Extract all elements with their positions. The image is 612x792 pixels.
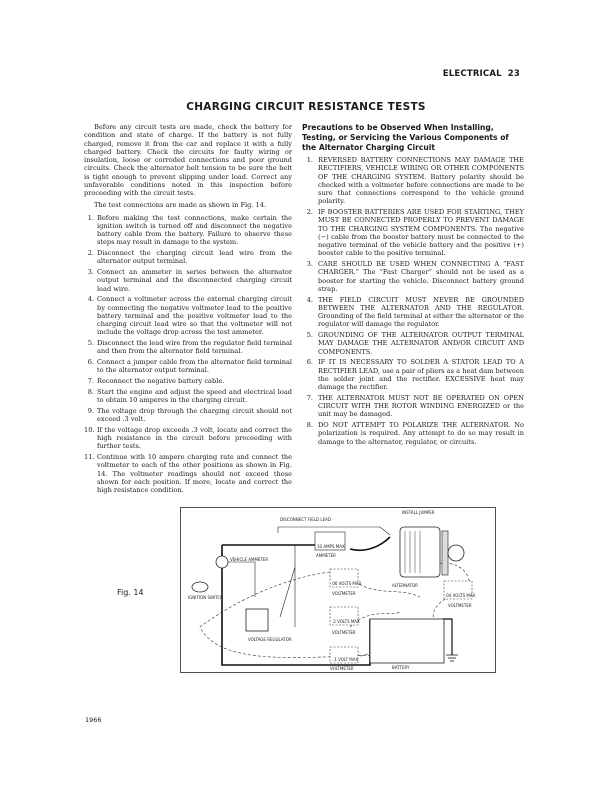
- item-text: THE FIELD CIRCUIT MUST NEVER BE GROUNDED BETWEEN THE ALTERNATOR AND THE REGULATOR. Grounding of the field terminal at either the alternator or the regulator will damage the regulator.: [318, 295, 524, 329]
- item-text: DO NOT ATTEMPT TO POLARIZE THE ALTERNATOR. No polarization is required. Any attempt to do so may result in damage to the alternator, regulator, or circuits.: [318, 421, 524, 446]
- section-name: ELECTRICAL: [442, 69, 502, 79]
- list-item: [84, 249, 292, 266]
- item-text: CARE SHOULD BE USED WHEN CONNECTING A “FAST CHARGER.” The “Fast Charger” should not be used as a booster for starting the vehicle. Disconnect battery ground strap.: [318, 260, 524, 293]
- item-number: 1.: [87, 213, 94, 222]
- list-item: [84, 388, 292, 405]
- label-install-jumper: INSTALL JUMPER: [402, 510, 435, 515]
- charging-lead-wire: [222, 537, 390, 550]
- item-number: 5.: [306, 331, 313, 339]
- regulator-icon: [246, 609, 268, 631]
- list-item: [302, 156, 524, 206]
- item-number: 8.: [306, 421, 313, 429]
- item-text: Disconnect the lead wire from the regulator field terminal and then from the alternator field terminal.: [97, 339, 292, 356]
- list-item: [84, 377, 292, 385]
- lead-paragraph: The test connections are made as shown in Fig. 14.: [94, 201, 267, 210]
- battery-icon: [370, 619, 444, 663]
- list-item: [84, 407, 292, 424]
- item-text: Before making the test connections, make certain the ignition switch is turned off and disconnect the negative battery cable from the battery. Failure to observe these steps may result in damage to the system.: [97, 213, 292, 247]
- label-alternator: ALTERNATOR: [392, 583, 418, 588]
- item-text: Connect a voltmeter across the external charging circuit by connecting the negative voltmeter lead to the positive battery terminal and the positive voltmeter lead to the charging circuit lead wire so that the voltmeter will not include the voltage drop across the test ammeter.: [97, 295, 292, 337]
- item-text: REVERSED BATTERY CONNECTIONS MAY DAMAGE THE RECTIFIERS, VEHICLE WIRING OR OTHER COMPONENTS OF THE CHARGING SYSTEM. Battery polarity should be checked with a voltmeter before connections are made to be sure that connections correspond to the vehicle ground polarity.: [318, 156, 524, 206]
- left-column: [84, 123, 292, 497]
- item-text: Start the engine and adjust the speed and electrical load to obtain 10 amperes in the charging circuit.: [97, 387, 292, 404]
- item-text: Disconnect the charging circuit lead wire from the alternator output terminal.: [97, 249, 292, 266]
- list-item: [84, 453, 292, 494]
- precautions-heading: Precautions to be Observed When Installing, Testing, or Servicing the Various Components of the Alternator Charging Circuit: [302, 123, 509, 152]
- item-number: 6.: [306, 358, 313, 367]
- item-text: Connect an ammeter in series between the alternator output terminal and the disconnected charging circuit lead wire.: [97, 268, 292, 293]
- field-wire: [280, 545, 295, 627]
- item-number: 11.: [84, 453, 95, 461]
- label-voltmeter-3: VOLTMETER: [330, 666, 354, 671]
- label-voltmeter-1-scale: .06 VOLTS MAX: [331, 581, 362, 586]
- vehicle-ammeter-icon: [216, 556, 228, 568]
- page-title: CHARGING CIRCUIT RESISTANCE TESTS: [186, 101, 426, 113]
- item-number: 1.: [306, 156, 313, 164]
- item-number: 6.: [87, 358, 94, 366]
- label-disconnect-field-lead: DISCONNECT FIELD LEAD: [280, 517, 331, 522]
- list-item: [84, 426, 292, 451]
- item-text: Connect a jumper cable from the alternator field terminal to the alternator output terminal.: [97, 358, 292, 375]
- item-text: IF BOOSTER BATTERIES ARE USED FOR STARTING, THEY MUST BE CONNECTED PROPERLY TO PREVENT DAMAGE TO THE CHARGING SYSTEM COMPONENTS. The negative (−) cable from the booster battery must be connected to the negative terminal of the vehicle battery and the positive (+) booster cable to the positive terminal.: [318, 208, 524, 258]
- list-item: [302, 296, 524, 329]
- test-steps-list: [84, 214, 292, 495]
- label-ignition-switch: IGNITION SWITCH: [188, 595, 224, 600]
- label-ammeter-scale: 10 AMPS MAX: [317, 544, 345, 549]
- list-item: [302, 331, 524, 356]
- item-number: 4.: [306, 295, 313, 304]
- right-column: [302, 123, 524, 448]
- item-text: Reconnect the negative battery cable.: [97, 377, 225, 385]
- precautions-list: [302, 156, 524, 446]
- label-battery: BATTERY: [392, 665, 410, 670]
- list-item: [84, 295, 292, 336]
- figure-caption: Fig. 14: [117, 588, 144, 597]
- ground-icon: [446, 655, 458, 661]
- list-item: [302, 358, 524, 391]
- item-number: 7.: [87, 377, 94, 385]
- item-number: 10.: [84, 425, 95, 434]
- list-item: [302, 421, 524, 446]
- intro-paragraph: Before any circuit tests are made, check the battery for condition and state of charge. If the battery is not fully charged, remove it from the car and replace it with a fully charged battery. Check the circuits for faulty wiring or insulation, loose or corroded connections and poor ground circuits. Check the alternator belt tension to be sure the belt is tight enough to prevent slipping under load. Correct any unfavorable conditions noted in this inspection before proceeding with the circuit tests.: [84, 123, 292, 197]
- label-voltmeter-4-scale: .04 VOLTS MAX: [445, 593, 476, 598]
- label-ammeter: AMMETER: [316, 553, 336, 558]
- alternator-icon: [400, 527, 464, 577]
- label-voltmeter-2-scale: .2 VOLTS MAX: [332, 619, 360, 624]
- list-item: [302, 394, 524, 419]
- item-number: 2.: [306, 208, 313, 216]
- item-number: 2.: [87, 249, 94, 257]
- label-voltmeter-4: VOLTMETER: [448, 603, 472, 608]
- item-text: THE ALTERNATOR MUST NOT BE OPERATED ON OPEN CIRCUIT WITH THE ROTOR WINDING ENERGIZED or the unit may be damaged.: [318, 393, 524, 419]
- item-number: 3.: [87, 268, 94, 276]
- label-vehicle-ammeter: VEHICLE AMMETER: [230, 557, 269, 562]
- item-number: 8.: [87, 387, 94, 396]
- list-item: [84, 339, 292, 356]
- item-number: 4.: [87, 295, 94, 304]
- list-item: [84, 358, 292, 375]
- running-header: [443, 69, 520, 79]
- list-item: [302, 260, 524, 293]
- item-number: 3.: [306, 260, 313, 268]
- ignition-switch-icon: [192, 582, 208, 592]
- item-number: 7.: [306, 393, 313, 402]
- list-item: [84, 214, 292, 247]
- label-voltmeter-2: VOLTMETER: [332, 630, 356, 635]
- item-number: 5.: [87, 339, 94, 347]
- list-item: [84, 268, 292, 293]
- item-text: If the voltage drop exceeds .3 volt, locate and correct the high resistance in the circuit before proceeding with further tests.: [97, 425, 292, 451]
- label-voltage-regulator: VOLTAGE REGULATOR: [248, 637, 292, 642]
- regulator-wire: [222, 562, 255, 597]
- item-text: IF IT IS NECESSARY TO SOLDER A STATOR LEAD TO A RECTIFIER LEAD, use a pair of pliers as a heat dam between the solder joint and the rectifier. EXCESSIVE heat may damage the rectifier.: [318, 358, 524, 391]
- page-number: 23: [507, 69, 520, 79]
- item-text: The voltage drop through the charging circuit should not exceed .3 volt.: [97, 406, 292, 423]
- label-voltmeter-3-scale: .1 VOLT MAX: [333, 657, 359, 662]
- label-voltmeter-1: VOLTMETER: [332, 591, 356, 596]
- charging-circuit-diagram: [180, 507, 496, 673]
- item-text: GROUNDING OF THE ALTERNATOR OUTPUT TERMINAL MAY DAMAGE THE ALTERNATOR AND/OR CIRCUIT AND COMPONENTS.: [318, 331, 524, 356]
- item-number: 9.: [87, 406, 94, 415]
- list-item: [302, 208, 524, 258]
- footer-year: 1966: [85, 716, 102, 724]
- item-text: Continue with 10 ampere charging rate and connect the voltmeter to each of the other positions as shown in Fig. 14. The voltmeter readings should not exceed those shown for each position. If more, locate and correct the high resistance condition.: [97, 453, 292, 494]
